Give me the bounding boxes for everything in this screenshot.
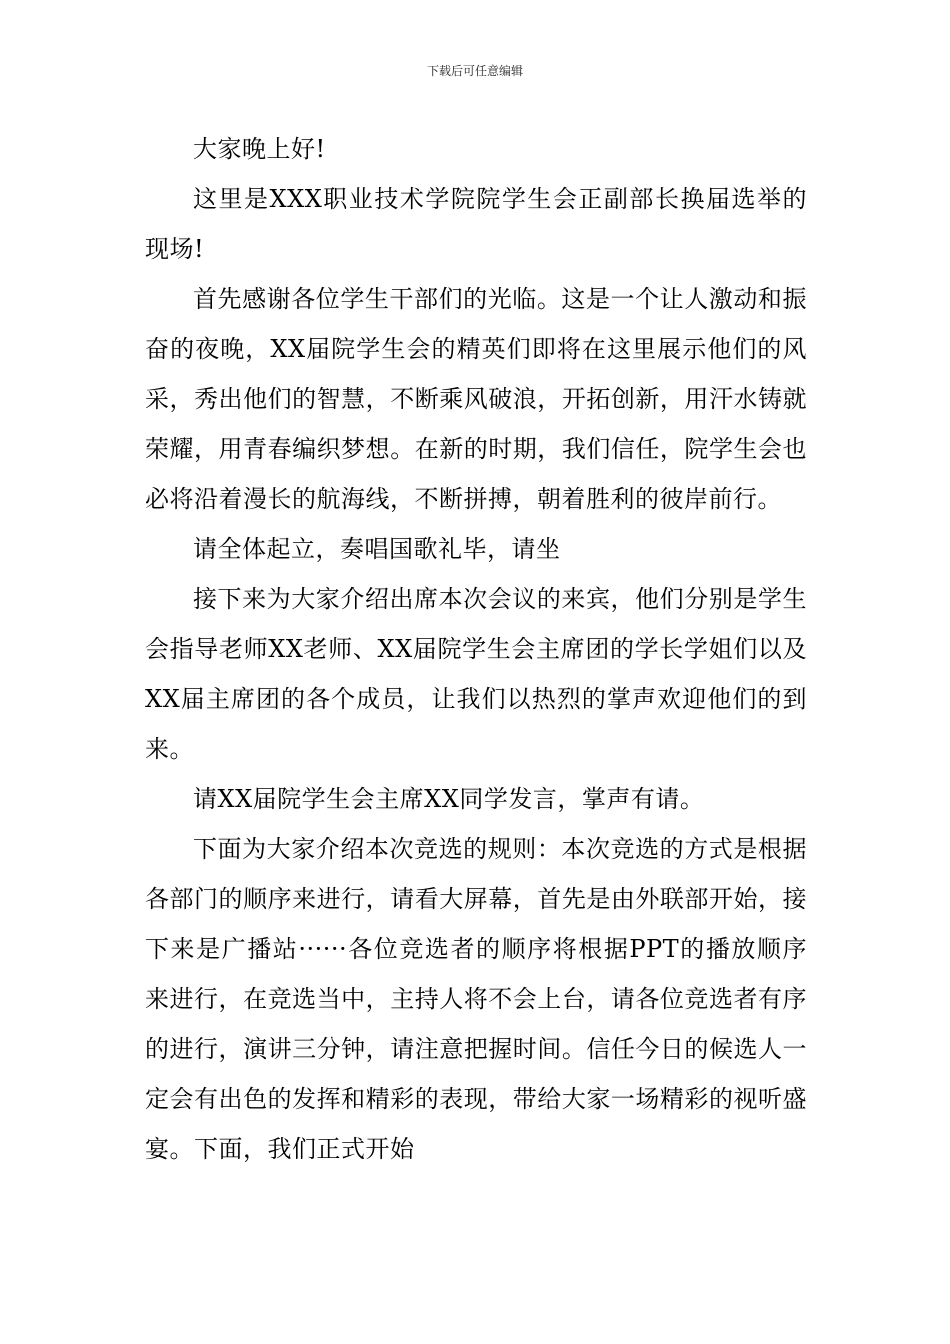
header-note: 下载后可任意编辑 [426,64,523,78]
paragraph-rules: 下面为大家介绍本次竞选的规则：本次竞选的方式是根据各部门的顺序来进行，请看大屏幕，首先是由外联部开始，接下来是广播站······各位竞选者的顺序将根据PPT的播放顺序来进行，在竞选当中，主持人将不会上台，请各位竞选者有序的进行，演讲三分钟，请注意把握时间。信任今日的候选人一定会有出色的发挥和精彩的表现，带给大家一场精彩的视听盛宴。下面，我们正式开始 [145,835,807,1163]
paragraph-chair-speech: 请XX届院学生会主席XX同学发言，掌声有请。 [193,785,705,813]
paragraph-venue: 这里是XXX职业技术学院院学生会正副部长换届选举的现场! [145,185,807,263]
paragraph-welcome: 首先感谢各位学生干部们的光临。这是一个让人激动和振奋的夜晚，XX届院学生会的精英们即将在这里展示他们的风采，秀出他们的智慧，不断乘风破浪，开拓创新，用汗水铸就荣耀，用青春编织梦想。在新的时期，我们信任，院学生会也必将沿着漫长的航海线，不断拼搏，朝着胜利的彼岸前行。 [145,285,807,513]
document-body [145,124,807,1174]
paragraph-anthem: 请全体起立，奏唱国歌礼毕，请坐 [193,535,561,563]
paragraph-greeting: 大家晚上好! [193,135,326,163]
paragraph-guests: 接下来为大家介绍出席本次会议的来宾，他们分别是学生会指导老师XX老师、XX届院学生会主席团的学长学姐们以及XX届主席团的各个成员，让我们以热烈的掌声欢迎他们的到来。 [145,585,807,763]
